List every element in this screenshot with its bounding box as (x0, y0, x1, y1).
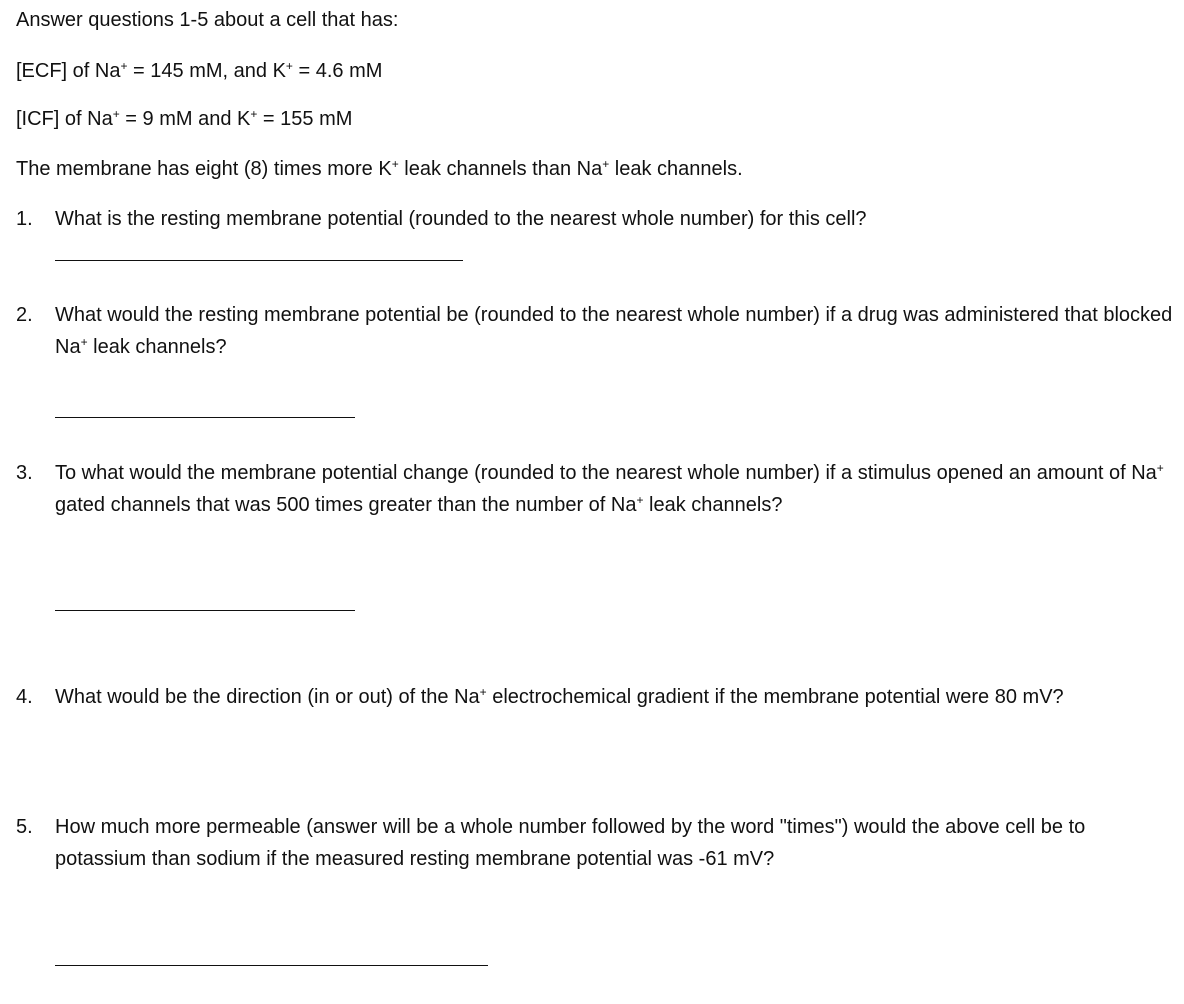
question-text-b: gated channels that was 500 times greater than the number of Na (55, 494, 637, 516)
na-charge: + (636, 493, 644, 507)
answer-line-2[interactable] (55, 417, 355, 418)
answer-line-1[interactable] (55, 260, 463, 261)
question-number: 2. (16, 304, 33, 326)
icf-na-value: = 9 mM and K (119, 108, 251, 130)
ecf-k-value: = 4.6 mM (292, 60, 383, 82)
question-text-a: What would be the direction (in or out) of the Na (55, 686, 480, 708)
na-charge: + (479, 685, 487, 699)
question-1 (16, 203, 1176, 235)
ecf-k-charge: + (285, 59, 293, 73)
question-number: 1. (16, 208, 33, 230)
na-charge: + (80, 335, 88, 349)
ecf-concentrations (16, 55, 382, 87)
question-text-b: leak channels? (87, 336, 227, 358)
question-text-a: What would the resting membrane potential be (rounded to the nearest whole number) if a drug was administered that blocked Na (55, 304, 1173, 358)
membrane-text-c: leak channels. (609, 158, 743, 180)
answer-line-5[interactable] (55, 965, 488, 966)
question-number: 5. (16, 816, 33, 838)
icf-k-charge: + (250, 107, 258, 121)
membrane-text-b: leak channels than Na (398, 158, 603, 180)
question-text (55, 299, 1176, 363)
ecf-label: [ECF] of Na (16, 60, 121, 82)
ecf-na-charge: + (120, 59, 128, 73)
question-text-c: leak channels? (643, 494, 783, 516)
membrane-na-charge: + (602, 157, 610, 171)
question-2 (16, 299, 1176, 363)
question-3 (16, 457, 1176, 521)
question-number: 3. (16, 462, 33, 484)
na-charge: + (1156, 461, 1164, 475)
question-5 (16, 811, 1176, 875)
question-text-a: To what would the membrane potential change (rounded to the nearest whole number) if a stimulus opened an amount of Na (55, 462, 1157, 484)
icf-label: [ICF] of Na (16, 108, 113, 130)
membrane-statement (16, 153, 743, 185)
icf-concentrations (16, 103, 352, 135)
question-4 (16, 681, 1176, 713)
membrane-k-charge: + (391, 157, 399, 171)
ecf-na-value: = 145 mM, and K (127, 60, 286, 82)
question-text (55, 457, 1176, 521)
icf-k-value: = 155 mM (257, 108, 353, 130)
question-number: 4. (16, 686, 33, 708)
answer-line-3[interactable] (55, 610, 355, 611)
icf-na-charge: + (112, 107, 120, 121)
question-text-b: electrochemical gradient if the membrane potential were 80 mV? (486, 686, 1064, 708)
membrane-text-a: The membrane has eight (8) times more K (16, 158, 392, 180)
question-text: How much more permeable (answer will be a whole number followed by the word "times") would the above cell be to potassium than sodium if the measured resting membrane potential was -61 mV? (55, 816, 1086, 870)
question-text: What is the resting membrane potential (rounded to the nearest whole number) for this cell? (55, 208, 867, 230)
question-text (55, 681, 1176, 713)
intro-text: Answer questions 1-5 about a cell that has: (16, 9, 399, 31)
